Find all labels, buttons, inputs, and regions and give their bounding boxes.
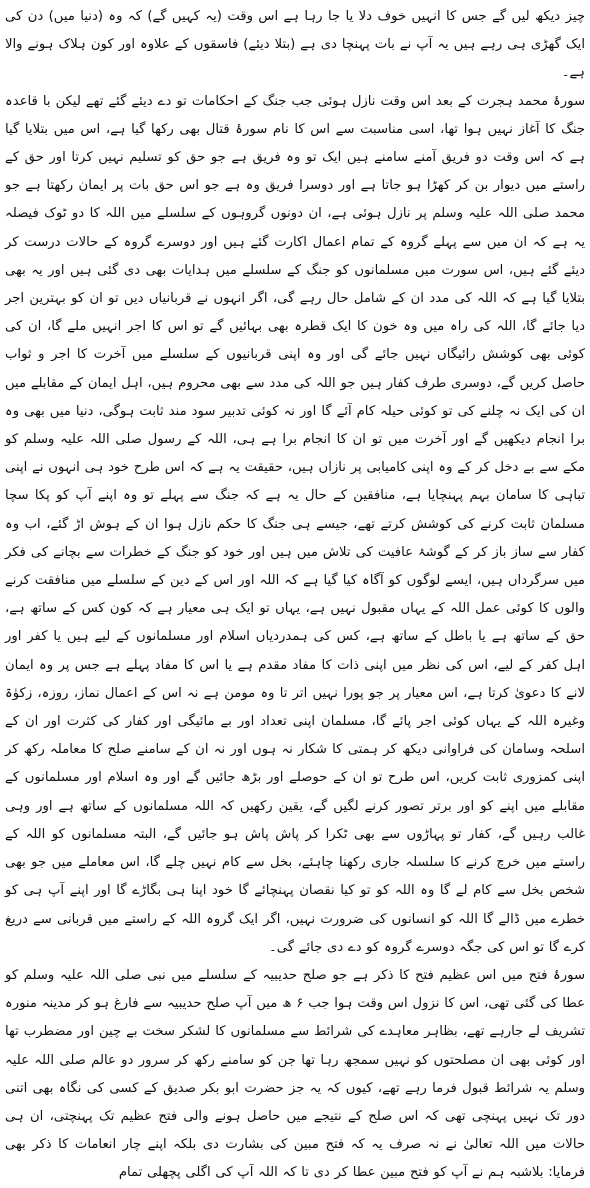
document-page xyxy=(5,3,585,1181)
paragraph-2: سورۂ محمد ہجرت کے بعد اس وقت نازل ہوئی جب جنگ کے احکامات تو دے دیئے گئے تھے لیکن با قاعدہ جنگ کا آغاز نہیں ہوا تھا، اسی مناسبت سے اس کا نام سورۂ قتال بھی رکھا گیا ہے، اس میں بتلایا گیا ہے کہ اس وقت دو فریق آمنے سامنے ہیں ایک تو وہ فریق ہے جو حق کو تسلیم نہیں کرتا اور حق کے راستے میں دیوار بن کر کھڑا ہو جاتا ہے اور دوسرا فریق وہ ہے جو اس حق بات پر ایمان رکھتا ہے جو محمد صلی اللہ علیہ وسلم پر نازل ہوئی ہے، ان دونوں گروہوں کے سلسلے میں اللہ کا دو ٹوک فیصلہ یہ ہے کہ ان میں سے پہلے گروہ کے تمام اعمال اکارت گئے ہیں اور دوسرے گروہ کے حالات درست کر دیئے گئے ہیں، اس سورت میں مسلمانوں کو جنگ کے سلسلے میں ہدایات بھی دی گئی ہیں اور یہ بھی بتلایا گیا ہے کہ اللہ کی مدد ان کے شامل حال رہے گی، اگر انہوں نے قربانیاں دیں تو ان کو بہترین اجر دیا جائے گا، اللہ کی راہ میں وہ خون کا ایک قطرہ بھی بہائیں گے تو اس کا اجر انہیں ملے گا، ان کی کوئی بھی کوشش رائیگاں نہیں جائے گی اور وہ اپنی قربانیوں کے سلسلے میں آخرت کا اجر و ثواب حاصل کریں گے، دوسری طرف کفار ہیں جو اللہ کی مدد سے بھی محروم ہیں، اہل ایمان کے مقابلے میں ان کی ایک نہ چلنے کی تو کوئی حیلہ کام آئے گا اور نہ کوئی تدبیر سود مند ثابت ہوگی، دنیا میں بھی وہ برا انجام دیکھیں گے اور آخرت میں تو ان کا انجام برا ہے ہی، اللہ کے رسول صلی اللہ علیہ وسلم کو مکے سے بے دخل کر کے وہ اپنی کامیابی پر نازاں ہیں، حقیقت یہ ہے کہ اس طرح خود ہی انہوں نے اپنی تباہی کا سامان بہم پہنچایا ہے، منافقین کے حال یہ ہے کہ جنگ سے پہلے تو وہ اپنے آپ کو پکا سچا مسلمان ثابت کرنے کی کوشش کرتے تھے، جیسے ہی جنگ کا حکم نازل ہوا ان کے ہوش اڑ گئے، اب وہ کفار سے ساز باز کر کے گوشۂ عافیت کی تلاش میں ہیں اور خود کو جنگ کے خطرات سے بچانے کی فکر میں سرگرداں ہیں، ایسے لوگوں کو آگاہ کیا گیا ہے کہ اللہ اور اس کے دین کے سلسلے میں منافقت کرنے والوں کا کوئی عمل اللہ کے یہاں مقبول نہیں ہے، یہاں تو ایک ہی معیار ہے کہ کون کس کے ساتھ ہے، حق کے ساتھ ہے یا باطل کے ساتھ ہے، کس کی ہمدردیاں اسلام اور مسلمانوں کے لیے ہیں یا کفر اور اہل کفر کے لیے، اس کی نظر میں اپنی ذات کا مفاد مقدم ہے یا اس کا مفاد پہلے ہے جس پر وہ ایمان لانے کا دعویٰ کرتا ہے، اس معیار پر جو پورا نہیں اتر تا وہ مومن ہے نہ اس کے اعمال نماز، روزہ، زکوٰۃ وغیرہ اللہ کے یہاں کوئی اجر پائے گا، مسلمان اپنی تعداد اور بے مائیگی اور کفار کی کثرت اور ان کے اسلحہ وسامان کی فراوانی دیکھ کر ہمتی کا شکار نہ ہوں اور نہ ان کے سامنے صلح کا معاملہ رکھ کر اپنی کمزوری ثابت کریں، اس طرح تو ان کے حوصلے اور بڑھ جائیں گے اور وہ اسلام اور مسلمانوں کے مقابلے میں اپنے کو اور برتر تصور کرنے لگیں گے، یقین رکھیں کہ اللہ مسلمانوں کے ساتھ ہے اور وہی غالب رہیں گے، کفار تو پہاڑوں سے بھی ٹکرا کر پاش پاش ہو جائیں گے، البتہ مسلمانوں کو اللہ کے راستے میں خرچ کرنے کا سلسلہ جاری رکھنا چاہئے، بخل سے کام نہیں چلے گا، اس معاملے میں جو بھی شخص بخل سے کام لے گا وہ اللہ کو تو کیا نقصان پہنچائے گا خود اپنا ہی بگاڑے گا اور اپنے آپ ہی کو خطرے میں ڈالے گا اللہ کو انسانوں کی ضرورت نہیں، اگر ایک گروہ اللہ کے راستے میں قربانی سے دریغ کرے گا تو اس کی جگہ دوسرے گروہ کو دے دی جائے گی۔ xyxy=(5,93,585,955)
paragraph-1: چیز دیکھ لیں گے جس کا انہیں خوف دلا یا جا رہا ہے اس وقت (یہ کہیں گے) کہ وہ (دنیا میں) دن کی ایک گھڑی ہی رہے ہیں یہ آپ نے بات پہنچا دی ہے (بتلا دیئے) فاسقوں کے علاوہ اور کون ہلاک ہونے والا ہے۔ xyxy=(5,9,585,81)
paragraph-3: سورۂ فتح میں اس عظیم فتح کا ذکر ہے جو صلح حدیبیہ کے سلسلے میں نبی صلی اللہ علیہ وسلم کو عطا کی گئی تھی، اس کا نزول اس وقت ہوا جب ۶ ھ میں آپ صلح حدیبیہ سے فارغ ہو کر مدینہ منورہ تشریف لے جارہے تھے، بظاہر معاہدے کی شرائط سے مسلمانوں کا لشکر سخت بے چین اور مضطرب تھا اور کوئی بھی ان مصلحتوں کو نہیں سمجھ رہا تھا جن کو سامنے رکھ کر سرور دو عالم صلی اللہ علیہ وسلم یہ شرائط قبول فرما رہے تھے، کیوں کہ یہ جز حضرت ابو بکر صدیق کے کسی کی نگاہ بھی اتنی دور تک نہیں پہنچی تھی کہ اس صلح کے نتیجے میں حاصل ہونے والی فتح عظیم تک پہنچتی، ان ہی حالات میں اللہ تعالیٰ نے نہ صرف یہ کہ فتح مبین کی بشارت دی بلکہ اپنے چار انعامات کا ذکر بھی فرمایا: بلاشبہ ہم نے آپ کو فتح مبین عطا کر دی تا کہ اللہ آپ کی اگلی پچھلی تمام xyxy=(5,967,585,1181)
